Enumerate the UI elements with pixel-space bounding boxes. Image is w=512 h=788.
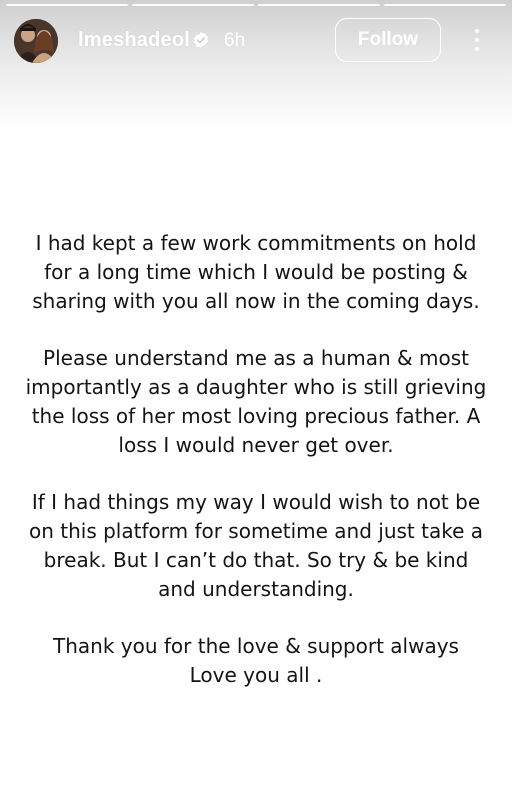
- more-vertical-icon[interactable]: [464, 22, 490, 58]
- story-paragraph: Please understand me as a human & most importantly as a daughter who is still grieving the loss of her most loving precious father. A loss I would never get over.: [25, 346, 487, 457]
- more-dot: [475, 29, 479, 33]
- story-progress-bar: [6, 4, 506, 6]
- avatar-photo: [14, 19, 58, 63]
- story-header: [0, 16, 512, 66]
- post-time: 6h: [224, 30, 246, 51]
- more-dot: [475, 47, 479, 51]
- story-text-content: [0, 229, 512, 690]
- story-paragraph: If I had things my way I would wish to not be on this platform for sometime and just take a break. But I can’t do that. So try & be kind and understanding.: [28, 490, 484, 601]
- profile-avatar[interactable]: [14, 19, 58, 63]
- verified-badge-icon: [192, 31, 210, 49]
- story-paragraph: I had kept a few work commitments on hold for a long time which I would be posting & sharing with you all now in the coming days.: [32, 231, 480, 313]
- follow-button[interactable]: Follow: [335, 18, 441, 62]
- progress-segment: [6, 4, 128, 6]
- story-paragraph: Thank you for the love & support always Love you all .: [53, 634, 459, 687]
- username[interactable]: lmeshadeol: [78, 29, 191, 51]
- more-dot: [475, 38, 479, 42]
- progress-segment: [132, 4, 254, 6]
- progress-segment: [384, 4, 506, 6]
- progress-segment: [258, 4, 380, 6]
